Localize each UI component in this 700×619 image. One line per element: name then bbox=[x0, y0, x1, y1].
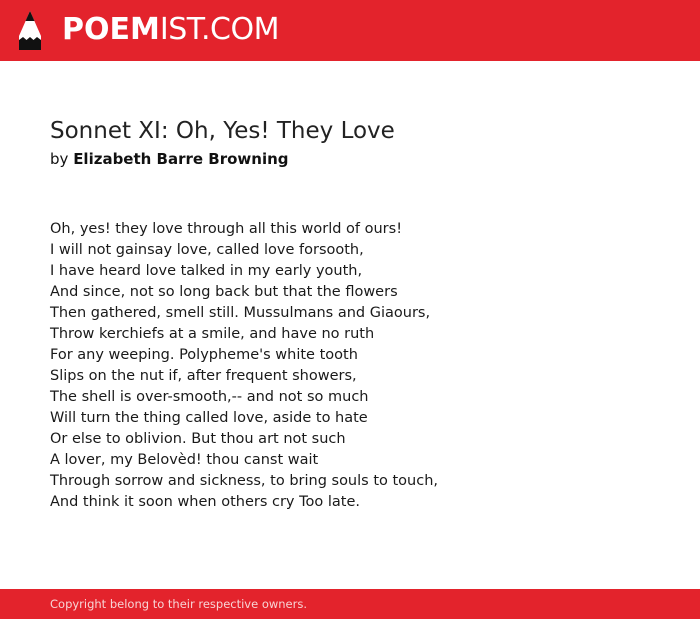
byline-prefix: by bbox=[50, 150, 69, 168]
poem-line: Will turn the thing called love, aside to hate bbox=[50, 410, 368, 426]
site-footer bbox=[0, 589, 700, 619]
poem-line: Oh, yes! they love through all this world of ours! bbox=[50, 221, 403, 237]
poem-body bbox=[50, 219, 438, 513]
poem-line: Through sorrow and sickness, to bring souls to touch, bbox=[50, 473, 439, 489]
poem-line: Then gathered, smell still. Mussulmans and Giaours, bbox=[50, 305, 431, 321]
site-logo-wordmark[interactable] bbox=[62, 12, 279, 48]
poem-line: And think it soon when others cry Too late. bbox=[50, 494, 361, 510]
poem-line: For any weeping. Polypheme's white tooth bbox=[50, 347, 358, 363]
poem-title: Sonnet XI: Oh, Yes! They Love bbox=[50, 118, 395, 144]
poem-line: Throw kerchiefs at a smile, and have no ruth bbox=[50, 326, 375, 342]
copyright-notice: Copyright belong to their respective owners. bbox=[50, 597, 308, 611]
poem-line: The shell is over-smooth,-- and not so much bbox=[50, 389, 369, 405]
poem-line: Slips on the nut if, after frequent showers, bbox=[50, 368, 357, 384]
logo-brand-bold: POEM bbox=[62, 12, 160, 47]
logo-brand-light: IST.COM bbox=[159, 12, 279, 47]
pencil-tip-icon[interactable] bbox=[17, 10, 43, 52]
poem-line: A lover, my Belovèd! thou canst wait bbox=[50, 452, 319, 468]
poem-line: I have heard love talked in my early youth, bbox=[50, 263, 363, 279]
poem-line: And since, not so long back but that the flowers bbox=[50, 284, 398, 300]
poem-line: I will not gainsay love, called love forsooth, bbox=[50, 242, 364, 258]
poem-byline bbox=[50, 149, 289, 169]
site-header bbox=[0, 0, 700, 61]
poem-author: Elizabeth Barre Browning bbox=[73, 150, 289, 168]
poem-line: Or else to oblivion. But thou art not such bbox=[50, 431, 346, 447]
